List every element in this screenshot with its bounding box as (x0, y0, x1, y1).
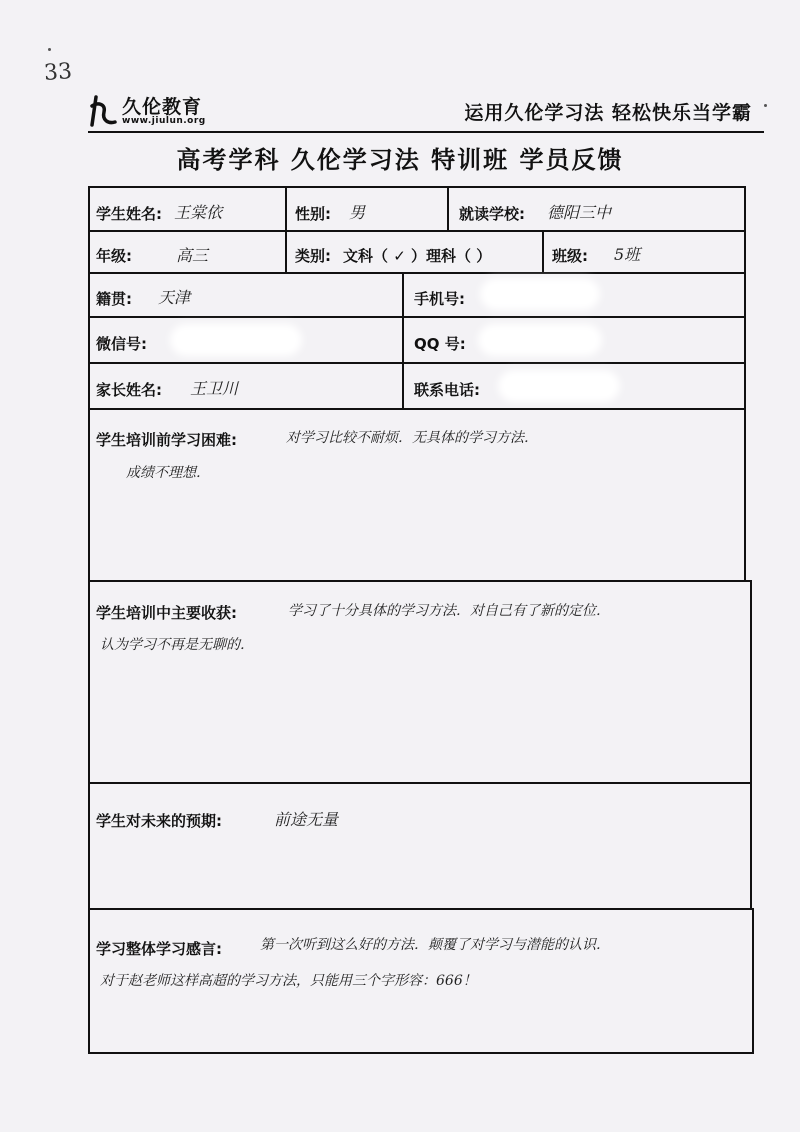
gain-label: 学生培训中主要收获: (96, 604, 237, 622)
future-label: 学生对未来的预期: (96, 812, 222, 830)
future-text: 前途无量 (274, 810, 339, 829)
name-value: 王棠依 (174, 203, 223, 222)
feeling-label: 学习整体学习感言: (96, 940, 222, 958)
contact-label: 联系电话: (414, 381, 480, 399)
row-name (88, 186, 746, 232)
redaction-mask (486, 284, 594, 304)
class-label: 班级: (552, 247, 588, 265)
difficulty-label: 学生培训前学习困难: (96, 431, 237, 449)
name-label: 学生姓名: (96, 205, 162, 223)
header-divider (88, 131, 764, 133)
origin-label: 籍贯: (96, 290, 132, 308)
gain-text-line2: 认为学习不再是无聊的． (100, 637, 254, 653)
gender-value: 男 (349, 203, 366, 222)
origin-value: 天津 (158, 288, 191, 307)
page-number: 33 (43, 59, 73, 86)
grade-value: 高三 (176, 246, 209, 265)
category-label: 类别: (295, 247, 331, 265)
qq-label: QQ 号: (414, 335, 466, 353)
logo-text: 久伦教育 (122, 96, 203, 118)
section-gain (88, 580, 752, 784)
parent-value: 王卫川 (190, 379, 239, 398)
gain-text-line1: 学习了十分具体的学习方法．对自己有了新的定位． (288, 603, 610, 619)
section-feeling (88, 908, 754, 1054)
jiulun-logo-icon (88, 94, 118, 128)
form-title: 高考学科 久伦学习法 特训班 学员反馈 (176, 146, 624, 174)
ink-dot (48, 48, 51, 51)
class-value: 5班 (614, 245, 641, 264)
parent-label: 家长姓名: (96, 381, 162, 399)
section-future (88, 782, 752, 910)
gender-label: 性别: (295, 205, 331, 223)
feeling-text-line1: 第一次听到这么好的方法．颠覆了对学习与潜能的认识． (260, 937, 610, 953)
difficulty-text-line2: 成绩不理想． (126, 465, 210, 481)
slogan: 运用久伦学习法 轻松快乐当学霸 (464, 102, 752, 124)
school-value: 德阳三中 (547, 203, 612, 222)
phone-label: 手机号: (414, 290, 465, 308)
feeling-text-line2: 对于赵老师这样高超的学习方法，只能用三个字形容：666！ (100, 973, 477, 989)
difficulty-text-line1: 对学习比较不耐烦．无具体的学习方法． (286, 430, 538, 446)
row-parent (88, 362, 746, 410)
redaction-mask (176, 330, 296, 350)
redaction-mask (504, 376, 614, 396)
row-grade (88, 230, 746, 274)
category-options: 文科（ ✓ ）理科（ ） (343, 247, 492, 265)
wechat-label: 微信号: (96, 335, 147, 353)
redaction-mask (484, 330, 596, 350)
ink-dot (764, 104, 767, 107)
row-wechat (88, 316, 746, 364)
logo-url: www.jiulun.org (122, 116, 206, 126)
letterhead (88, 92, 760, 132)
section-difficulty (88, 408, 746, 582)
row-origin (88, 272, 746, 318)
grade-label: 年级: (96, 247, 132, 265)
school-label: 就读学校: (459, 205, 525, 223)
